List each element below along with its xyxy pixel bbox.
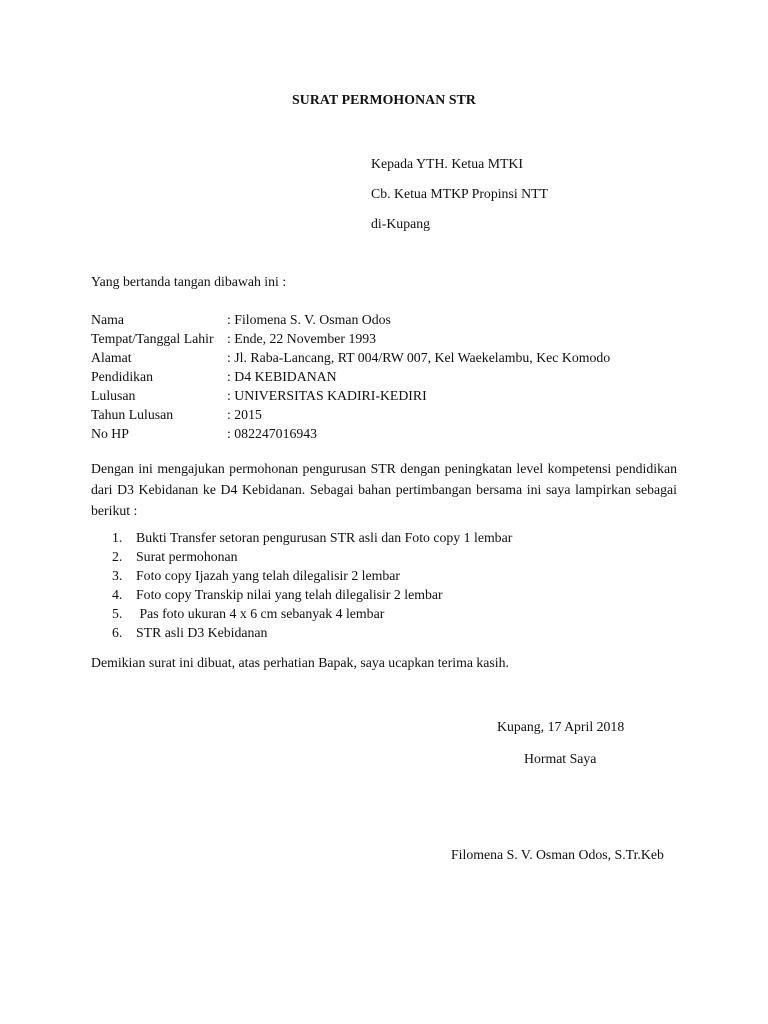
list-text: Foto copy Ijazah yang telah dilegalisir 2 lembar: [136, 568, 400, 583]
list-number: 3.: [112, 568, 123, 583]
list-number: 6.: [112, 625, 123, 640]
field-value: : 2015: [227, 407, 262, 422]
signature-name: Filomena S. V. Osman Odos, S.Tr.Keb: [451, 847, 664, 862]
opening-line: Yang bertanda tangan dibawah ini :: [91, 274, 287, 289]
field-row-nama: [91, 310, 610, 329]
field-label: Pendidikan: [91, 369, 154, 384]
applicant-details: [91, 310, 610, 443]
field-row-phone: [91, 424, 610, 443]
place-date: Kupang, 17 April 2018: [497, 719, 625, 734]
regards-line: Hormat Saya: [524, 751, 597, 766]
field-value: : 082247016943: [227, 426, 318, 441]
field-value: : Ende, 22 November 1993: [227, 331, 377, 346]
list-number: 4.: [112, 587, 123, 602]
list-item: [112, 566, 512, 585]
letter-title: SURAT PERMOHONAN STR: [292, 92, 476, 107]
field-row-address: [91, 348, 610, 367]
list-number: 5.: [112, 606, 123, 621]
list-text: Bukti Transfer setoran pengurusan STR asli dan Foto copy 1 lembar: [136, 530, 513, 545]
recipient-line: di-Kupang: [371, 216, 431, 231]
field-label: Lulusan: [91, 388, 136, 403]
list-item: [112, 547, 512, 566]
field-label: Tahun Lulusan: [91, 407, 174, 422]
field-row-birth: [91, 329, 610, 348]
list-text: Surat permohonan: [136, 549, 238, 564]
list-text: Pas foto ukuran 4 x 6 cm sebanyak 4 lembar: [136, 606, 385, 621]
list-number: 1.: [112, 530, 123, 545]
field-label: Nama: [91, 312, 124, 327]
field-value: : Jl. Raba-Lancang, RT 004/RW 007, Kel Waekelambu, Kec Komodo: [227, 350, 611, 365]
field-row-year: [91, 405, 610, 424]
field-label: No HP: [91, 426, 129, 441]
list-number: 2.: [112, 549, 123, 564]
list-text: Foto copy Transkip nilai yang telah dilegalisir 2 lembar: [136, 587, 443, 602]
list-text: STR asli D3 Kebidanan: [136, 625, 268, 640]
recipient-line: Cb. Ketua MTKP Propinsi NTT: [371, 186, 548, 201]
closing-line: Demikian surat ini dibuat, atas perhatian Bapak, saya ucapkan terima kasih.: [91, 655, 509, 670]
field-row-education: [91, 367, 610, 386]
list-item: [112, 585, 512, 604]
recipient-block: [371, 155, 548, 245]
field-label: Alamat: [91, 350, 132, 365]
field-value: : Filomena S. V. Osman Odos: [227, 312, 391, 327]
list-item: [112, 623, 512, 642]
recipient-line: Kepada YTH. Ketua MTKI: [371, 156, 523, 171]
list-item: [112, 528, 512, 547]
field-label: Tempat/Tanggal Lahir: [91, 331, 214, 346]
list-item: [112, 604, 512, 623]
body-paragraph: Dengan ini mengajukan permohonan pengurusan STR dengan peningkatan level kompetensi pendidikan dari D3 Kebidanan ke D4 Kebidanan. Sebagai bahan pertimbangan bersama ini saya lampirkan sebagai berikut :: [91, 461, 677, 518]
attachment-list: [112, 528, 512, 642]
field-row-graduate: [91, 386, 610, 405]
field-value: : UNIVERSITAS KADIRI-KEDIRI: [227, 388, 427, 403]
field-value: : D4 KEBIDANAN: [227, 369, 337, 384]
